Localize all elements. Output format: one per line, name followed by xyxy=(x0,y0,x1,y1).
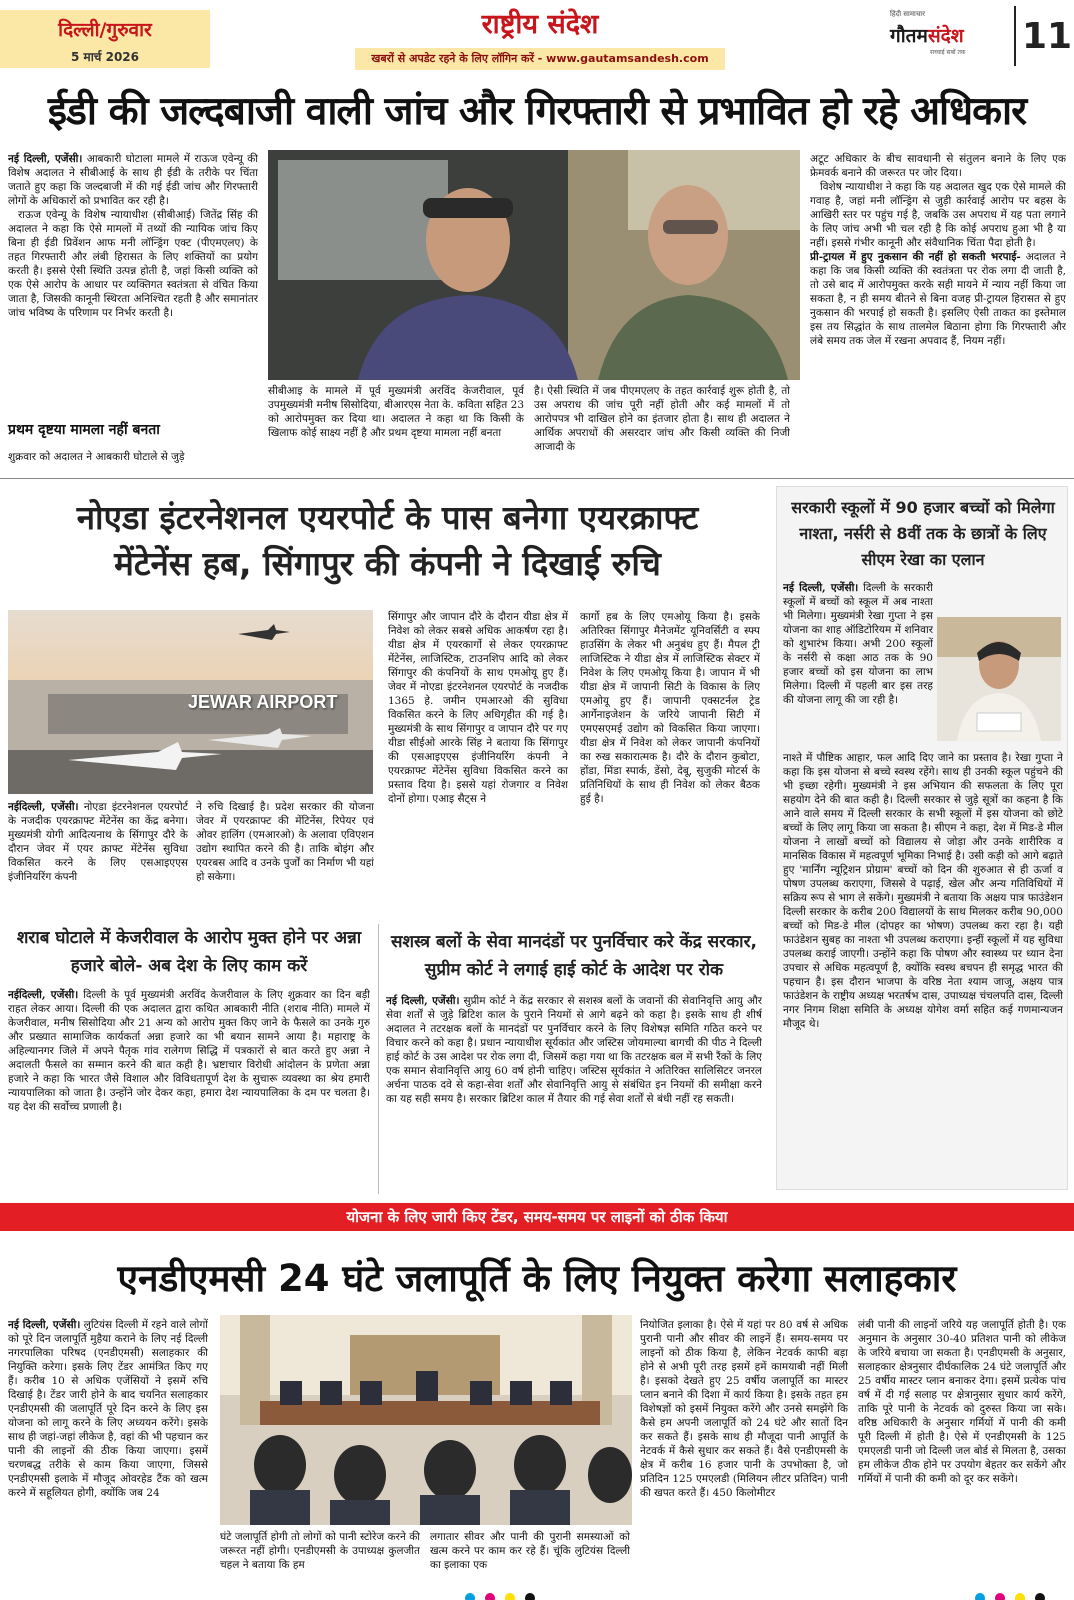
story2-col1-text: नोएडा इंटरनेशनल एयरपोर्ट के नजदीक एयरक्राफ्ट मेंटेनेंस का केंद्र बनेगा। मुख्यमंत्री योगी आदित्यनाथ के सिंगापुर दौरे के दौरान जेवर में एयर क्राफ्ट मेंटेनेंस सुविधा विकसित करने के लिए एसआइएएस इंजीनियरिंग कंपनी xyxy=(8,801,188,883)
registration-marks xyxy=(0,1590,1074,1600)
story1-subhead: प्रथम दृष्टया मामला नहीं बनता xyxy=(8,422,160,438)
story2-col4: कार्गो हब के लिए एमओयू किया है। इसके अतिरिक्त सिंगापुर मैनेजमेंट यूनिवर्सिटी व स्फ्प हाउसिंग के लेकर भी अनुबंध हुए हैं। मैपल ट्री लाजिस्टिक ने यीडा क्षेत्र में लाजिस्टिक सेक्टर में निवेश के लिए एमओयू किया है। जापान में भी यीडा क्षेत्र में जापानी सिटी के विकास के लिए एमओयू हुए हैं। जापानी एक्सटर्नल ट्रेड आर्गेनाइजेशन के जरिये जापानी सिटी में एमएसएमई उद्योग को विकसित किया जाएगा। यीडा क्षेत्र में निवेश को लेकर जापानी कंपनियों का रुख सकारात्मक है। दौरे के दौरान कुबोटा, होंडा, मिंडा स्पार्क, डेंसो, देबू, सुजुकी मोटर्स के प्रतिनिधियों के साथ ही निवेश को लेकर बैठक हुई है। xyxy=(580,611,760,805)
story4-headline: शराब घोटाले में केजरीवाल के आरोप मुक्त होने पर अन्ना हजारे बोले- अब देश के लिए काम करें xyxy=(16,928,362,976)
story4-dateline: नईदिल्ली, एजेंसी। xyxy=(8,989,79,1001)
story2-col1 xyxy=(8,800,188,918)
story6-photo xyxy=(220,1315,632,1525)
page-number-divider xyxy=(1014,6,1016,66)
story2-photo xyxy=(8,610,373,794)
cm-photo-illustration xyxy=(937,617,1061,741)
story1-para1: आबकारी घोटाला मामले में राऊज एवेन्यू की विशेष अदालत ने सीबीआई के साथ ही ईडी के तरीके पर चिंता जताते हुए कहा कि जल्दबाजी में की गई ईडी जांच और गिरफ्तारी लोगों के अधिकारों को प्रभावित कर रही है। xyxy=(8,153,258,207)
logo-wordmark xyxy=(890,22,964,48)
story3-top xyxy=(783,581,933,751)
story5-headline: सशस्त्र बलों के सेवा मानदंडों पर पुनर्विचार करे केंद्र सरकार, सुप्रीम कोर्ट ने लगाई हाई कोर्ट के आदेश पर रोक xyxy=(391,932,757,980)
story1-col3 xyxy=(810,152,1066,468)
logo-accent: संदेश xyxy=(927,25,964,47)
story5-text: सुप्रीम कोर्ट ने केंद्र सरकार से सशस्त्र बलों के जवानों की सेवानिवृत्ति आयु और सेवा शर्तों से जुड़े ब्रिटिश काल के पुराने नियमों से आगे बढ़ने को कहा है। इसके साथ ही शीर्ष अदालत ने तटरक्षक बलों के मानदंडों पर पुनर्विचार करने के लिए विशेषज्ञ समिति गठित करने पर विचार करने को कहा है। प्रधान न्यायाधीश सूर्यकांत और जस्टिस जोयमाल्या बागची की पीठ ने दिल्ली हाई कोर्ट के उस आदेश पर रोक लगा दी, जिसमें कहा गया था कि तटरक्षक बल में सभी रैंकों के लिए एक समान सेवानिवृत्ति आयु 60 वर्ष होनी चाहिए। जस्टिस सूर्यकांत ने अतिरिक्त सालिसिटर जनरल अर्चना पाठक दवे से कहा-सेवा शर्तों और सेवानिवृत्ति आयु से संबंधित इन नियमों की समीक्षा करने का यह सही समय है। सरकार ब्रिटिश काल में तैयार की गई सेवा शर्तों से बंधी नहीं रह सकती। xyxy=(386,995,762,1105)
story1-col3-para2: विशेष न्यायाधीश ने कहा कि यह अदालत खुद एक ऐसे मामले की गवाह है, जहां मनी लॉन्ड्रिंग से जुड़ी कार्रवाई आरोप पर बहस के आखिरी स्तर पर पहुंच गई है, जबकि उस अपराध में यह पता लगाने के लिए जांच अभी भी चल रही है कि कोई अपराध हुआ भी है या नहीं। इससे गंभीर कानूनी और संवैधानिक चिंता पैदा होती है। xyxy=(810,181,1066,249)
story2-headline-line2: मेंटेनेंस हब, सिंगापुर की कंपनी ने दिखाई रुचि xyxy=(114,544,661,583)
story6-col1 xyxy=(8,1318,208,1588)
story6-headline: एनडीएमसी 24 घंटे जलापूर्ति के लिए नियुक्त करेगा सलाहकार xyxy=(117,1257,957,1300)
story4-text: दिल्ली के पूर्व मुख्यमंत्री अरविंद केजरीवाल के लिए शुक्रवार का दिन बड़ी राहत लेकर आया। दिल्ली की एक अदालत द्वारा कथित आबकारी नीति (शराब नीति) मामले में केजरीवाल, मनीष सिसोदिया और 21 अन्य को आरोप मुक्त किए जाने के फैसले का उनके गुरु और प्रख्यात सामाजिक कार्यकर्ता अन्ना हजारे का भी बयान सामने आया है। महाराष्ट्र के अहिल्यानगर जिले में अपने पैतृक गांव रालेगण सिद्धि में पत्रकारों से बात करते हुए अन्ना ने अदालती फैसले का सम्मान करने की बात कही है। भ्रष्टाचार विरोधी आंदोलन के प्रणेता अन्ना हजारे ने कहा कि भारत जैसे विशाल और विविधतापूर्ण देश के सुचारू व्यवस्था का श्रेय हमारी न्यायपालिका को जाता है। उन्होंने जोर देकर कहा, हमारा देश न्यायपालिका के दम पर चलता है। यह देश की सर्वोच्च प्रणाली है। xyxy=(8,989,370,1113)
story6-dateline: नई दिल्ली, एजेंसी। xyxy=(8,1319,81,1331)
column-rule xyxy=(378,924,379,1194)
story4-body xyxy=(8,988,370,1194)
edition-date: 5 मार्च 2026 xyxy=(70,50,139,64)
story6-col4: लंबी पानी की लाइनों जरिये यह जलापूर्ति होती है। एक अनुमान के अनुसार 30-40 प्रतिशत पानी को लीकेज के जरिये बचाया जा सकता है। एनडीएमसी के अनुसार, सलाहकार क्षेत्रनुसार दीर्घकालिक 24 घंटे जलापूर्ति और 25 वर्षीय मास्टर प्लान बनाकर देगा। इसमें प्रत्येक पांच वर्ष में दी गई सलाह पर क्षेत्रानुसार सुधार कार्य करेंगे, ताकि पूरे पानी के नेटवर्क को दुरुस्त किया जा सके। वरिष्ठ अधिकारी के अनुसार गर्मियों में पानी की कमी पूरी दिल्ली में होती है। ऐसे में एनडीएमसी के 125 एमएलडी पानी जो दिल्ली जल बोर्ड से मिलता है, उसका हम लीकेज ठीक होने पर उपयोग बेहतर कर सकेंगे और गर्मियों में पानी की कमी को दूर कर सकेंगे। xyxy=(858,1319,1066,1485)
section-header xyxy=(355,4,725,70)
story6-col1-text: लुटियंस दिल्ली में रहने वाले लोगों को पूरे दिन जलापूर्ति मुहैया कराने के लिए नई दिल्ली नगरपालिका परिषद (एनडीएमसी) सलाहकार की नियुक्ति करेगा। इसके लिए टेंडर आमंत्रित किए गए हैं। करीब 10 से अधिक एजेंसियों ने इसमें रुचि दिखाई है। टेंडर जारी होने के बाद चयनित सलाहकार एनडीएमसी की जलापूर्ति पूरे दिन करने के लिए इस योजना को लागू करने के लिए अध्ययन करेंगे। इसके साथ ही जहां-जहां लीकेज है, वहां की भी पहचान कर पानी की लाइनों की ठीक किया जाएगा। इसमें चरणबद्ध तरीके से काम किया जाएगा, जिससे एनडीएमसी इलाके में मौजूद ओवरहेड टैंक को खत्म करने में सहूलियत होगी, क्योंकि जब 24 xyxy=(8,1319,208,1499)
divider-rule xyxy=(0,478,1074,479)
story3-dateline: नई दिल्ली, एजेंसी। xyxy=(783,582,859,594)
story3-box xyxy=(776,486,1068,1190)
story1-col1 xyxy=(8,152,258,420)
story1-headline: ईडी की जल्दबाजी वाली जांच और गिरफ्तारी से प्रभावित हो रहे अधिकार xyxy=(47,89,1027,134)
story1-photo xyxy=(268,150,800,380)
story5-body xyxy=(386,994,762,1194)
newspaper-logo xyxy=(860,10,1010,58)
story1-para3: शुक्रवार को अदालत ने आबकारी घोटाले से जुड़े xyxy=(8,451,185,463)
story2-dateline: नईदिल्ली, एजेंसी। xyxy=(8,801,79,813)
story1-dateline: नई दिल्ली, एजेंसी। xyxy=(8,153,83,165)
story2-col2: ने रुचि दिखाई है। प्रदेश सरकार की योजना जेवर में एयरक्राफ्ट की मेंटिनेंस, रिपेयर एवं ओवर हालिंग (एमआरओ) के अलावा एविएशन उद्योग स्थापित करने की है। ताकि बोइंग और एयरबस आदि व उनके पुर्जों का निर्माण भी यहां हो सकेगा। xyxy=(196,801,374,883)
story2-headline-line1: नोएडा इंटरनेशनल एयरपोर्ट के पास बनेगा एयरक्राफ्ट xyxy=(76,498,699,537)
section-title: राष्ट्रीय संदेश xyxy=(481,9,599,40)
logo-subtitle: सच्चाई सबों तक xyxy=(930,49,966,56)
story1-col3-para1: अटूट अधिकार के बीच सावधानी से संतुलन बनाने के लिए एक फ्रेमवर्क बनाने की जरूरत पर जोर दिया। xyxy=(810,153,1066,179)
story6-caption2: लगातार सीवर और पानी की पुरानी समस्याओं को खत्म करने पर काम कर रहे हैं। चूंकि लुटियंस दिल्ली का इलाका एक xyxy=(430,1531,630,1571)
page-number: 11 xyxy=(1022,16,1073,57)
kicker-band: योजना के लिए जारी किए टेंडर, समय-समय पर लाइनों को ठीक किया xyxy=(0,1203,1074,1231)
story1-col3-para3: अदालत ने कहा कि जब किसी व्यक्ति की स्वतंत्रता पर रोक लगा दी जाती है, तो उसे बाद में आरोपमुक्त करके सही मायने में न्याय नहीं किया जा सकता है, न ही समय बीतने से बिना वजह प्री-ट्रायल हिरासत से हुए नुकसान की भरपाई हो सकती है। इसलिए ऐसी ताकत का इस्तेमाल इस तय सिद्धांत के साथ तालमेल बिठाना होगा कि गिरफ्तारी और लंबे समय तक जेल में रखना अपवाद हैं, नियम नहीं। xyxy=(810,251,1066,347)
story1-caption-col2: है। ऐसी स्थिति में जब पीएमएलए के तहत कार्रवाई शुरू होती है, तो उस अपराध की जांच पूरी नहीं होती और कई मामलों में तो आरोपपत्र भी दाखिल होने का इंतजार होता है। साथ ही अदालत ने आर्थिक अपराधों की असरदार जांच और किसी व्यक्ति की निजी आजादी के xyxy=(534,385,790,453)
story1-col3-bold: प्री-ट्रायल में हुए नुकसान की नहीं हो सकती भरपाई- xyxy=(810,251,1021,263)
edition-day: दिल्ली/गुरुवार xyxy=(58,19,152,41)
story6-caption1: घंटे जलापूर्ति होगी तो लोगों को पानी स्टोरेज करने की जरूरत नहीं होगी। एनडीएमसी के उपाध्यक्ष कुलजीत चहल ने बताया कि हम xyxy=(220,1531,420,1571)
logo-tagline: हिंदी सामाचार xyxy=(890,10,925,18)
story2-headline xyxy=(10,495,765,587)
website-strip: खबरों से अपडेट रहने के लिए लॉगिन करें - www.gautamsandesh.com xyxy=(355,48,725,70)
story2-col3: सिंगापुर और जापान दौरे के दौरान यीडा क्षेत्र में निवेश को लेकर सबसे अधिक आकर्षण रहा है। यीडा क्षेत्र में एयरकार्गो से लेकर एयरक्राफ्ट मेंटेनेंस, लाजिस्टिक, टाउनशिप आदि को लेकर सिंगापुर की कंपनियों के साथ एमओयू हुए हैं। जेवर में नोएडा इंटरनेशनल एयरपोर्ट के नजदीक 1365 हे. जमीन एमआरओ की सुविधा विकसित करने के लिए अधिगृहीत की गई है। मुख्यमंत्री के साथ सिंगापुर व जापान दौरे पर गए यीडा सीईओ आरके सिंह ने बताया कि सिंगापुर की एसआइएएस इंजीनियरिंग कंपनी ने एयरक्राफ्ट मेंटेनेंस सुविधा विकसित करने का प्रस्ताव दिया है। इससे यहां रोजगार व निवेश दोनों होगा। एआइ सैट्स ने xyxy=(388,611,568,805)
masthead xyxy=(0,0,1074,76)
story3-headline: सरकारी स्कूलों में 90 हजार बच्चों को मिलेगा नाश्ता, नर्सरी से 8वीं तक के छात्रों के लिए सीएम रेखा का एलान xyxy=(791,498,1055,569)
airport-sign: JEWAR AIRPORT xyxy=(188,692,338,712)
story3-top-text: दिल्ली के सरकारी स्कूलों में बच्चों को स्कूल में अब नाश्ता भी मिलेगा। मुख्यमंत्री रेखा गुप्ता ने इस योजना का शाह ऑडिटोरियम में शनिवार को शुभारंभ किया। अभी 200 स्कूलों के नर्सरी से कक्षा आठ तक के 90 हजार बच्चों को इस योजना का लाभ मिलेगा। दिल्ली में पहली बार इस तरह की योजना लागू की जा रही है। xyxy=(783,582,933,706)
date-block xyxy=(0,10,210,68)
story1-para2: राऊज एवेन्यू के विशेष न्यायाधीश (सीबीआई) जितेंद्र सिंह की अदालत ने कहा कि ऐसे मामलों में तथ्यों की न्यायिक जांच किए बिना ही ईडी प्रिवेंशन आफ मनी लॉन्ड्रिंग एक्ट (पीएमएलए) के तहत गिरफ्तारी और लंबी हिरासत के लिए शक्तियों का प्रयोग करती है। इससे ऐसी स्थिति उत्पन्न होती है, जहां किसी व्यक्ति को एक ऐसे आरोप के आधार पर व्यक्तिगत स्वतंत्रता से वंचित किया जाता है, जिसकी कानूनी स्थिरता अनिश्चित रहती है और समानांतर जांच भविष्य के परिणाम पर निर्भर करती है। xyxy=(8,209,258,319)
story6-col3: नियोजित इलाका है। ऐसे में यहां पर 80 वर्ष से अधिक पुरानी पानी और सीवर की लाइनें हैं। समय-समय पर लाइनों को ठीक किया है, लेकिन नेटवर्क काफी बड़ा होने से अभी पूरी तरह इसमें हमें कामयाबी नहीं मिली है। इसको देखते हुए 25 वर्षीय जलापूर्ति का मास्टर प्लान बनाने की दिशा में कार्य किया है। इसके तहत हम विशेषज्ञों को इसमें नियुक्त करेंगे और उनसे समझेंगे कि कैसे हम अपनी जलापूर्ति को 24 घंटे और सातों दिन कर सकते हैं। इसके साथ ही मौजूदा पानी आपूर्ति के नेटवर्क में कैसे सुधार कर सकते हैं। वैसे एनडीएमसी के क्षेत्र में करीब 16 हजार पानी के उपभोक्ता है, जो प्रतिदिन 125 एमएलडी (मिलियन लीटर प्रतिदिन) पानी की खपत करते हैं। 450 किलोमीटर xyxy=(640,1319,848,1499)
meeting-photo-illustration xyxy=(220,1315,632,1525)
story3-photo xyxy=(937,617,1061,741)
story5-dateline: नई दिल्ली, एजेंसी। xyxy=(386,995,460,1007)
leaders-photo-illustration xyxy=(268,150,800,380)
story1-caption-col1: सीबीआइ के मामले में पूर्व मुख्यमंत्री अरविंद केजरीवाल, पूर्व उपमुख्यमंत्री मनीष सिसोदिया, बीआरएस नेता के. कविता सहित 23 को आरोपमुक्त कर दिया था। अदालत ने कहा था कि किसी के खिलाफ कोई साक्ष्य नहीं है और प्रथम दृष्टया मामला नहीं बनता xyxy=(268,385,524,439)
logo-main: गौतम xyxy=(890,25,928,47)
story3-body: नाश्ते में पौष्टिक आहार, फल आदि दिए जाने का प्रस्ताव है। रेखा गुप्ता ने कहा कि इस योजना से बच्चे स्वस्थ रहेंगे। साथ ही उनकी स्कूल पहुंचने की भी इच्छा रहेगी। मुख्यमंत्री ने इस अभियान की सफलता के लिए पूरा सहयोग देने की बात कही है। दिल्ली सरकार से जुड़े सूत्रों का कहना है कि आने वाले समय में दिल्ली सरकार के सभी स्कूलों में इस योजना को छोटे बच्चों के लिए लागू किया जा सकता है। सीएम ने कहा, देश में मिड-डे मील योजना ने लाखों बच्चों को विद्यालय से जोड़ा और उनके शारीरिक व मानसिक विकास में महत्वपूर्ण भूमिका निभाई है। उसी कड़ी को आगे बढ़ाते हुए 'मार्निंग न्यूट्रिशन प्रोग्राम' बच्चों को दिन की शुरुआत से ही ऊर्जा व पोषण उपलब्ध कराएगा, जिससे वे पढ़ाई, खेल और अन्य गतिविधियों में सक्रिय रूप से भाग ले सकेंगे। मुख्यमंत्री ने बताया कि अक्षय पात्र फाउंडेशन दिल्ली सरकार के करीब 200 विद्यालयों के साथ मिलकर करीब 90,000 बच्चों को मिड-डे मील (दोपहर का भोषण) उपलब्ध करा रहा है। यही फाउंडेशन सुबह का नाश्ता भी उपलब्ध कराएगा। इन्हीं स्कूलों में यह सुविधा उपलब्ध कराई जाएगी। उन्होंने कहा कि पोषण और स्वास्थ्य पर ध्यान देना उपचार से अधिक महत्वपूर्ण है, क्योंकि स्वस्थ बचपन ही समृद्ध भारत की पहचान है। इस दौरान भाजपा के वरिष्ठ नेता श्याम जाजू, अक्षय पात्र फाउंडेशन के राष्ट्रीय अध्यक्ष भरतर्षभ दास, उपाध्यक्ष चंचलपति दास, दिल्ली नगर निगम शिक्षा समिति के अध्यक्ष योगेश वर्मा सहित कई गणमान्यजन मौजूद थे। xyxy=(783,752,1063,1030)
